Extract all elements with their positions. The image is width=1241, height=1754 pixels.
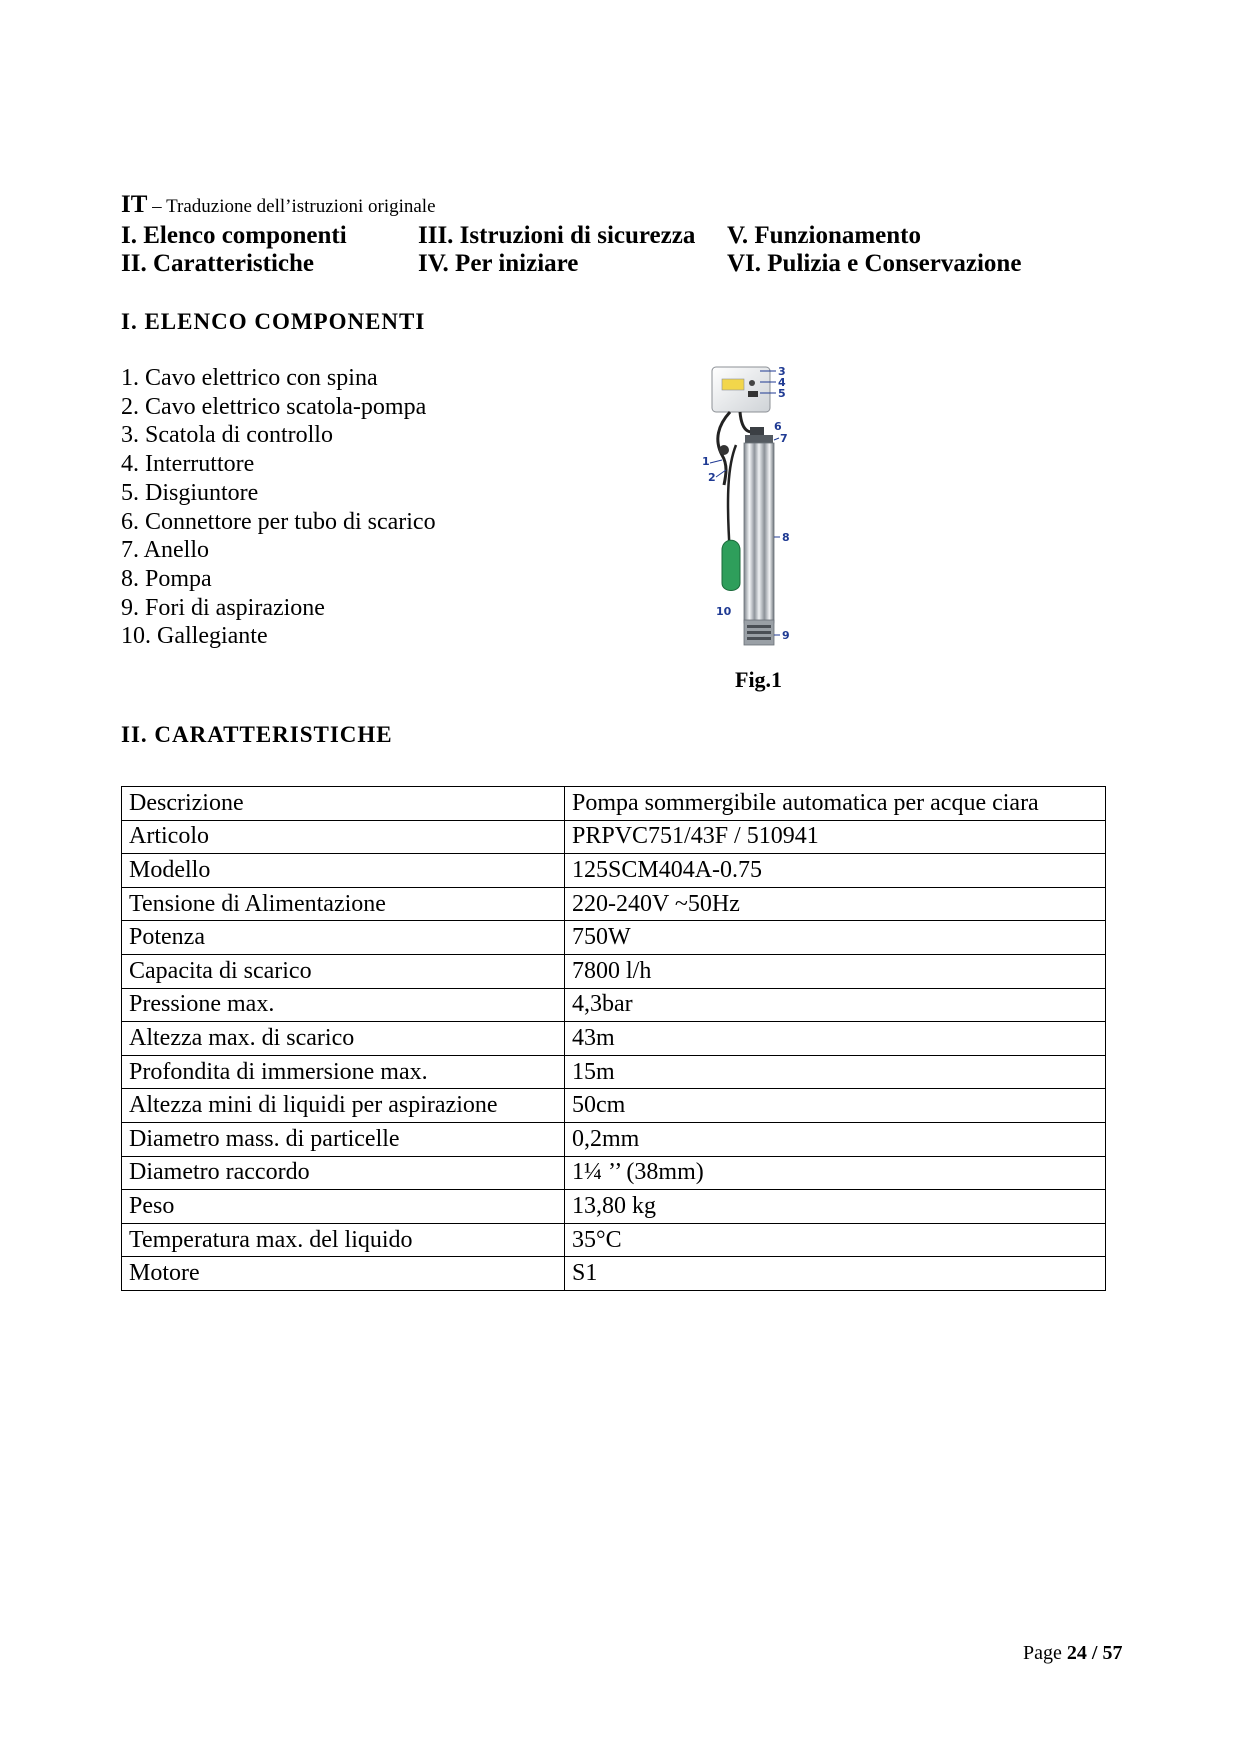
spec-value: 35°C bbox=[565, 1223, 1106, 1257]
callout-label: 1 bbox=[702, 455, 710, 468]
spec-label: Tensione di Alimentazione bbox=[122, 887, 565, 921]
callout-label: 6 bbox=[774, 420, 782, 433]
spec-value: Pompa sommergibile automatica per acque ciara bbox=[565, 787, 1106, 821]
callout-label: 5 bbox=[778, 387, 786, 400]
pump-body bbox=[744, 427, 774, 645]
spec-value: 0,2mm bbox=[565, 1122, 1106, 1156]
callout-label: 3 bbox=[778, 365, 786, 378]
table-row bbox=[122, 1022, 1106, 1056]
language-code: IT bbox=[121, 191, 148, 218]
spec-value: 50cm bbox=[565, 1089, 1106, 1123]
callout-label: 10 bbox=[716, 605, 732, 618]
spec-value: 220-240V ~50Hz bbox=[565, 887, 1106, 921]
toc-item-5: V. Funzionamento bbox=[727, 222, 922, 249]
spec-label: Temperatura max. del liquido bbox=[122, 1223, 565, 1257]
list-item: 9. Fori di aspirazione bbox=[121, 594, 325, 621]
callout-label: 8 bbox=[782, 531, 790, 544]
spec-label: Capacita di scarico bbox=[122, 954, 565, 988]
list-item: 5. Disgiuntore bbox=[121, 479, 259, 506]
spec-label: Pressione max. bbox=[122, 988, 565, 1022]
float-switch bbox=[722, 540, 740, 590]
spec-label: Altezza max. di scarico bbox=[122, 1022, 565, 1056]
total-pages: 57 bbox=[1102, 1642, 1123, 1664]
specifications-table bbox=[121, 786, 1106, 1291]
table-row bbox=[122, 854, 1106, 888]
components-list bbox=[121, 364, 436, 651]
table-row bbox=[122, 1122, 1106, 1156]
table-row bbox=[122, 988, 1106, 1022]
table-row bbox=[122, 1055, 1106, 1089]
spec-label: Potenza bbox=[122, 921, 565, 955]
spec-label: Profondita di immersione max. bbox=[122, 1055, 565, 1089]
spec-label: Articolo bbox=[122, 820, 565, 854]
float-cable bbox=[728, 445, 736, 555]
table-row bbox=[122, 1257, 1106, 1291]
page-number bbox=[1023, 1642, 1122, 1665]
table-row bbox=[122, 1190, 1106, 1224]
document-subtitle: – Traduzione dell’istruzioni originale bbox=[152, 196, 436, 217]
table-row bbox=[122, 1223, 1106, 1257]
toc-item-3: III. Istruzioni di sicurezza bbox=[418, 222, 696, 249]
spec-value: PRPVC751/43F / 510941 bbox=[565, 820, 1106, 854]
list-item: 10. Gallegiante bbox=[121, 623, 268, 650]
spec-label: Diametro raccordo bbox=[122, 1156, 565, 1190]
callout-label: 2 bbox=[708, 471, 716, 484]
table-row bbox=[122, 921, 1106, 955]
list-item: 4. Interruttore bbox=[121, 451, 255, 478]
document-language-line bbox=[121, 191, 436, 219]
pump-figure bbox=[700, 365, 820, 665]
spec-value: 15m bbox=[565, 1055, 1106, 1089]
list-item: 6. Connettore per tubo di scarico bbox=[121, 508, 436, 535]
table-row bbox=[122, 820, 1106, 854]
toc-item-6: VI. Pulizia e Conservazione bbox=[727, 250, 1022, 277]
spec-label: Descrizione bbox=[122, 787, 565, 821]
spec-value: S1 bbox=[565, 1257, 1106, 1291]
spec-label: Modello bbox=[122, 854, 565, 888]
callout-label: 9 bbox=[782, 629, 790, 642]
list-item: 7. Anello bbox=[121, 537, 209, 564]
page-separator: / bbox=[1086, 1642, 1103, 1664]
figure-caption: Fig.1 bbox=[735, 667, 783, 692]
plug bbox=[719, 445, 729, 455]
table-row bbox=[122, 787, 1106, 821]
callout-label: 4 bbox=[778, 376, 786, 389]
list-item: 8. Pompa bbox=[121, 565, 212, 592]
toc-item-4: IV. Per iniziare bbox=[418, 250, 579, 277]
spec-label: Peso bbox=[122, 1190, 565, 1224]
toc-item-1: I. Elenco componenti bbox=[121, 222, 347, 249]
spec-label: Diametro mass. di particelle bbox=[122, 1122, 565, 1156]
list-item: 2. Cavo elettrico scatola-pompa bbox=[121, 393, 427, 420]
section-heading-characteristics: II. CARATTERISTICHE bbox=[121, 722, 393, 747]
current-page: 24 bbox=[1066, 1642, 1087, 1664]
list-item: 1. Cavo elettrico con spina bbox=[121, 365, 378, 391]
spec-label: Altezza mini di liquidi per aspirazione bbox=[122, 1089, 565, 1123]
table-row bbox=[122, 1089, 1106, 1123]
page-prefix: Page bbox=[1023, 1642, 1067, 1664]
table-row bbox=[122, 887, 1106, 921]
section-heading-components: I. ELENCO COMPONENTI bbox=[121, 309, 426, 334]
spec-value: 43m bbox=[565, 1022, 1106, 1056]
control-box bbox=[712, 367, 770, 412]
spec-value: 750W bbox=[565, 921, 1106, 955]
toc-item-2: II. Caratteristiche bbox=[121, 250, 314, 277]
spec-value: 125SCM404A-0.75 bbox=[565, 854, 1106, 888]
spec-value: 1¼ ’’ (38mm) bbox=[565, 1156, 1106, 1190]
callout-label: 7 bbox=[780, 432, 788, 445]
spec-label: Motore bbox=[122, 1257, 565, 1291]
spec-value: 4,3bar bbox=[565, 988, 1106, 1022]
spec-value: 7800 l/h bbox=[565, 954, 1106, 988]
table-row bbox=[122, 1156, 1106, 1190]
list-item: 3. Scatola di controllo bbox=[121, 422, 333, 449]
spec-value: 13,80 kg bbox=[565, 1190, 1106, 1224]
table-row bbox=[122, 954, 1106, 988]
